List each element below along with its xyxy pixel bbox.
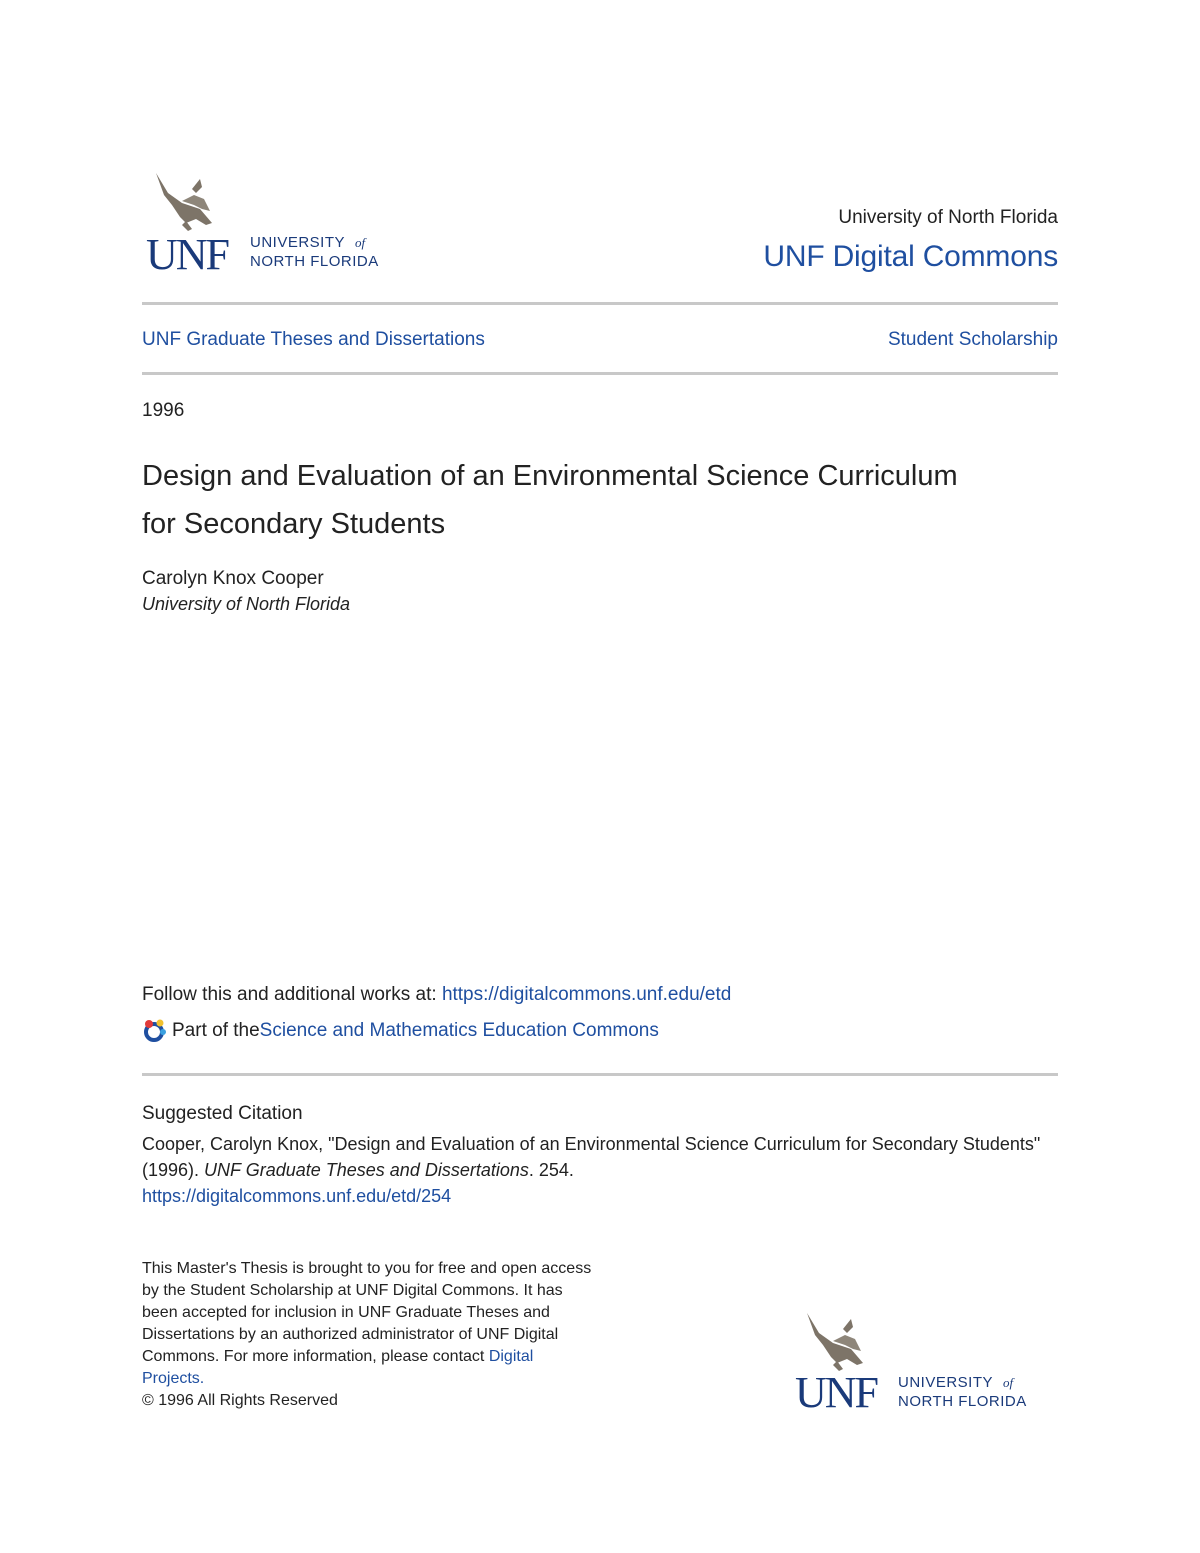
partof-label: Part of the bbox=[172, 1020, 260, 1041]
logo-line2: NORTH FLORIDA bbox=[898, 1393, 1027, 1410]
citation-text: Cooper, Carolyn Knox, "Design and Evaluation of an Environmental Science Curriculum for Secondary Students" (1996). bbox=[142, 1134, 1041, 1180]
repository-link[interactable]: UNF Digital Commons bbox=[763, 240, 1058, 273]
divider-top bbox=[142, 302, 1058, 305]
title-line-1: Design and Evaluation of an Environmental Science Curriculum bbox=[142, 460, 958, 492]
document-title bbox=[142, 452, 1062, 548]
divider-series bbox=[142, 372, 1058, 375]
author-affiliation: University of North Florida bbox=[142, 594, 351, 614]
unf-logo-bottom bbox=[795, 1305, 1060, 1415]
title-line-2: for Secondary Students bbox=[142, 508, 446, 540]
unf-logo-top bbox=[142, 165, 412, 275]
logo-line1: UNIVERSITY bbox=[898, 1374, 994, 1391]
author-name: Carolyn Knox Cooper bbox=[142, 568, 324, 589]
logo-line1-of: of bbox=[355, 235, 366, 250]
institution-name: University of North Florida bbox=[838, 207, 1058, 228]
publication-year: 1996 bbox=[142, 400, 185, 421]
divider-citation bbox=[142, 1073, 1058, 1076]
citation-body bbox=[142, 1131, 1042, 1209]
osprey-icon bbox=[142, 165, 412, 275]
category-link[interactable]: Student Scholarship bbox=[887, 329, 1058, 350]
rights-text: This Master's Thesis is brought to you for free and open access by the Student Scholarship at UNF Digital Commons. It has been accepted for inclusion in UNF Graduate Theses and Dissertations by an authorized administrator of UNF Digital Commons. For more information, please contact bbox=[142, 1260, 592, 1365]
logo-wordmark: UNF bbox=[146, 230, 229, 275]
logo-line2: NORTH FLORIDA bbox=[250, 253, 379, 270]
collection-link[interactable]: UNF Graduate Theses and Dissertations bbox=[142, 329, 485, 350]
logo-line1: UNIVERSITY bbox=[250, 234, 346, 251]
copyright-line: © 1996 All Rights Reserved bbox=[142, 1392, 338, 1409]
partof-commons-link[interactable]: Science and Mathematics Education Commons bbox=[259, 1020, 659, 1041]
network-icon bbox=[142, 1018, 168, 1044]
osprey-icon bbox=[795, 1305, 1060, 1415]
contact-link[interactable]: Digital Projects. bbox=[142, 1348, 534, 1387]
citation-number: . 254. bbox=[528, 1160, 574, 1180]
logo-wordmark: UNF bbox=[795, 1368, 878, 1415]
citation-series: UNF Graduate Theses and Dissertations bbox=[204, 1160, 529, 1180]
partof-line bbox=[142, 1018, 659, 1044]
citation-heading: Suggested Citation bbox=[142, 1103, 303, 1124]
rights-statement bbox=[142, 1258, 592, 1412]
logo-line1-of: of bbox=[1003, 1375, 1014, 1390]
follow-url-link[interactable]: https://digitalcommons.unf.edu/etd bbox=[441, 984, 732, 1005]
follow-line bbox=[142, 984, 731, 1006]
follow-label: Follow this and additional works at: bbox=[142, 984, 442, 1005]
citation-url-link[interactable]: https://digitalcommons.unf.edu/etd/254 bbox=[142, 1186, 452, 1206]
